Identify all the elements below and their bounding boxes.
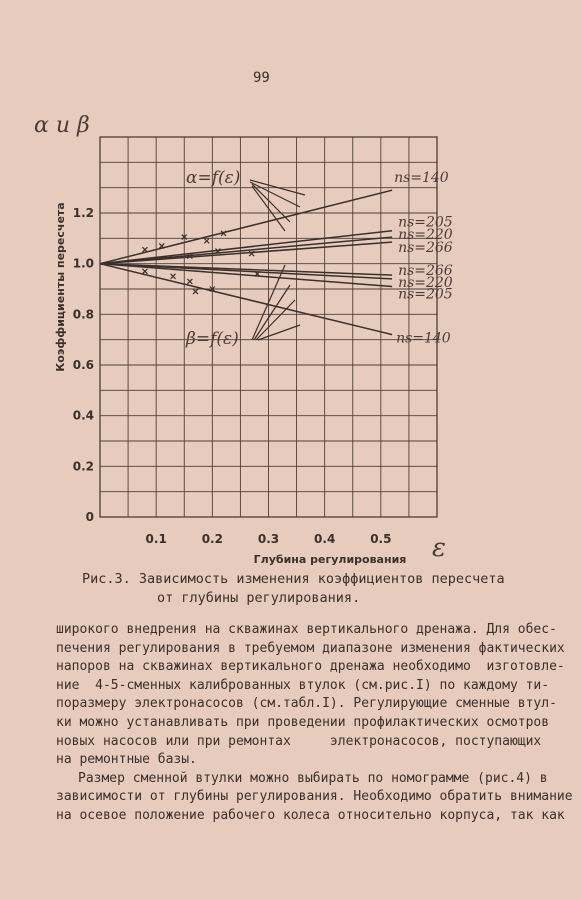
series-line-beta — [100, 264, 392, 279]
body-line: Размер сменной втулки можно выбирать по номограмме (рис.4) в — [78, 770, 548, 786]
caption-line-1: Рис.3. Зависимость изменения коэффициентов пересчета — [82, 571, 505, 587]
series-label: ns=140 — [396, 330, 451, 347]
scatter-point — [193, 289, 198, 294]
body-line: новых насосов или при ремонтах электронасосов, поступающих — [56, 733, 542, 749]
body-line: ки можно устанавливать при проведении профилактических осмотров — [56, 714, 550, 730]
y-tick-label: 1.0 — [72, 256, 94, 271]
y-tick-label: 0.8 — [72, 307, 94, 322]
body-line: на ремонтные базы. — [56, 752, 197, 768]
y-axis-symbol: α и β — [34, 113, 90, 138]
body-line: поразмеру электронасосов (см.табл.I). Регулирующие сменные втул- — [56, 696, 557, 712]
body-line: зависимости от глубины регулирования. Необходимо обратить внимание — [56, 789, 573, 805]
scatter-point — [142, 269, 147, 274]
scatter-point — [187, 279, 192, 284]
x-tick-label: 0.2 — [201, 532, 223, 546]
y-tick-label: 0.2 — [72, 459, 94, 474]
y-tick-label: 0.6 — [72, 358, 94, 372]
annotation-beta: β=f(ε) — [186, 329, 239, 349]
series-line-beta — [100, 264, 392, 335]
series-lines — [100, 190, 392, 334]
x-tick-label: 0.3 — [257, 532, 280, 546]
x-tick-label: 0.1 — [145, 532, 167, 546]
series-label: ns=205 — [398, 286, 453, 303]
body-text — [56, 621, 573, 826]
page-number: 99 — [253, 70, 270, 86]
x-axis-title: Глубина регулирования — [253, 553, 407, 566]
series-label: ns=220 — [398, 227, 453, 244]
y-tick-label: 1.2 — [72, 206, 94, 220]
scatter-point — [171, 274, 176, 279]
annotation-pointer — [258, 325, 300, 340]
series-label: ns=266 — [398, 240, 453, 257]
series-label: ns=266 — [398, 263, 453, 280]
scatter-point — [204, 238, 209, 243]
y-tick-label: 0.4 — [72, 408, 94, 423]
y-tick-label: 0 — [85, 510, 94, 524]
figure-caption — [82, 570, 505, 608]
series-line-alpha — [100, 231, 392, 264]
series-label: ns=205 — [398, 214, 453, 231]
scatter-points — [142, 231, 259, 294]
x-tick-label: 0.4 — [314, 532, 336, 546]
body-line: на осевое положение рабочего колеса относительно корпуса, так как — [56, 807, 565, 823]
x-tick-label: 0.5 — [370, 532, 392, 546]
series-label: ns=140 — [394, 170, 449, 187]
scatter-point — [142, 247, 147, 252]
x-axis-symbol: ε — [432, 533, 446, 563]
y-axis-title: Коэффициенты пересчета — [54, 202, 67, 372]
caption-line-2: от глубины регулирования. — [157, 590, 361, 606]
annotation-alpha: α=f(ε) — [186, 168, 241, 188]
body-line: печения регулирования в требуемом диапазоне изменения фактических — [56, 640, 565, 656]
body-line: широкого внедрения на скважинах вертикального дренажа. Для обес- — [56, 622, 557, 637]
body-line: напоров на скважинах вертикального дренажа необходимо изготовле- — [56, 659, 565, 675]
body-line: ние 4-5-сменных калиброванных втулок (см.рис.I) по каждому ти- — [56, 677, 550, 693]
series-label: ns=220 — [398, 274, 453, 291]
